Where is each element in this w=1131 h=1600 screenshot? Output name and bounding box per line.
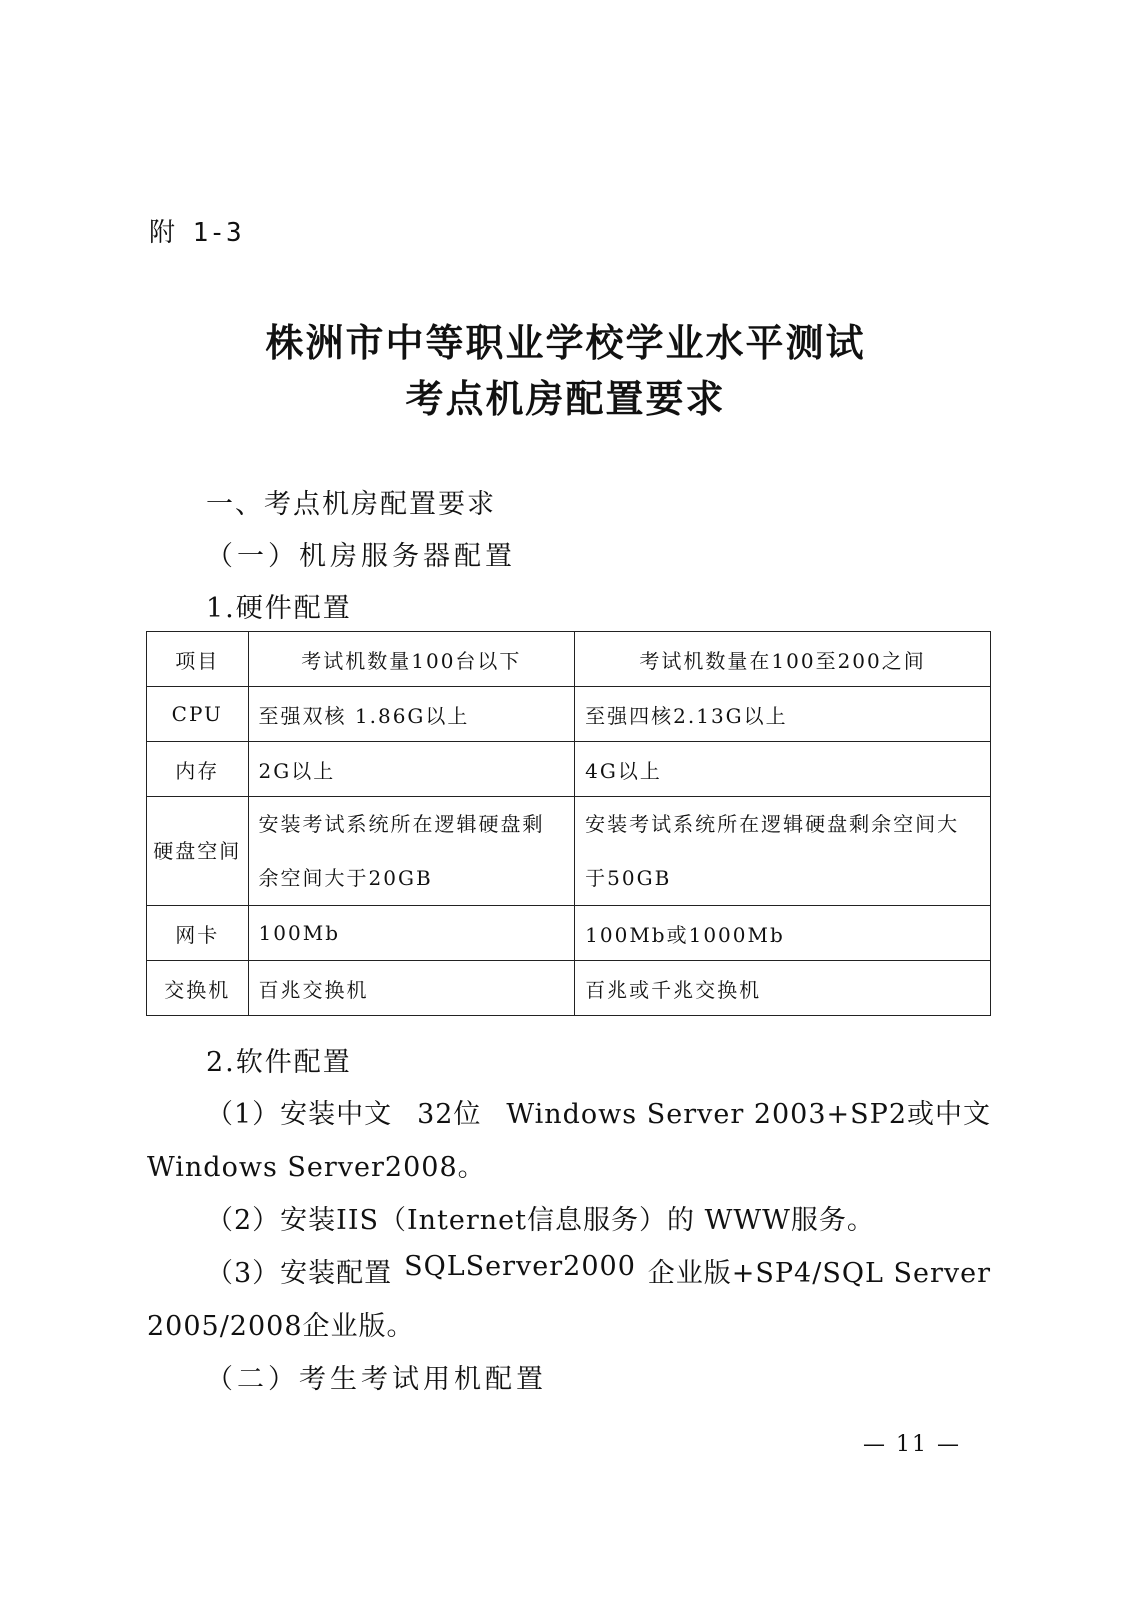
row-item: 交换机 <box>147 961 249 1016</box>
table-row <box>147 906 991 961</box>
software-item-1-line1 <box>206 1092 991 1131</box>
software-item-3-line1 <box>206 1251 991 1290</box>
software-item-1-part: 32位 <box>417 1099 482 1130</box>
software-item-2: （2）安装IIS（Internet信息服务）的 WWW服务。 <box>206 1205 875 1236</box>
table-header-row <box>147 632 991 687</box>
software-item-1-part: （1）安装中文 <box>206 1099 393 1130</box>
row-under100: 100Mb <box>248 906 575 961</box>
header-under100: 考试机数量100台以下 <box>248 632 575 687</box>
header-between: 考试机数量在100至200之间 <box>575 632 991 687</box>
hardware-heading: 1.硬件配置 <box>206 593 352 624</box>
row-under100: 安装考试系统所在逻辑硬盘剩余空间大于20GB <box>248 797 575 906</box>
document-title-line2: 考点机房配置要求 <box>405 377 726 421</box>
software-item-3-line2: 2005/2008企业版。 <box>147 1311 415 1342</box>
row-item: 内存 <box>147 742 249 797</box>
appendix-label: 附 1-3 <box>149 218 243 248</box>
row-between: 100Mb或1000Mb <box>575 906 991 961</box>
table-row <box>147 742 991 797</box>
row-between: 4G以上 <box>575 742 991 797</box>
software-item-1-part: Windows Server 2003+SP2或中文 <box>506 1099 991 1130</box>
row-under100: 2G以上 <box>248 742 575 797</box>
row-between: 安装考试系统所在逻辑硬盘剩余空间大于50GB <box>575 797 991 906</box>
table-row <box>147 961 991 1016</box>
row-between: 至强四核2.13G以上 <box>575 687 991 742</box>
row-item: CPU <box>147 687 249 742</box>
software-item-3-part: 企业版+SP4/SQL Server <box>647 1258 991 1289</box>
table-row <box>147 797 991 906</box>
row-item: 硬盘空间 <box>147 797 249 906</box>
row-between: 百兆或千兆交换机 <box>575 961 991 1016</box>
software-heading: 2.软件配置 <box>206 1047 352 1078</box>
subsection-heading-2: （二）考生考试用机配置 <box>206 1364 547 1395</box>
header-item: 项目 <box>147 632 249 687</box>
software-item-1-line2: Windows Server2008。 <box>147 1152 486 1183</box>
subsection-heading-1: （一）机房服务器配置 <box>206 541 516 572</box>
section-heading-1: 一、考点机房配置要求 <box>206 489 496 520</box>
software-item-3-part: （3）安装配置 <box>206 1258 393 1289</box>
document-title-line1: 株洲市中等职业学校学业水平测试 <box>265 321 866 365</box>
software-item-3-part: SQLServer2000 <box>404 1251 636 1282</box>
row-under100: 至强双核 1.86G以上 <box>248 687 575 742</box>
table-row <box>147 687 991 742</box>
row-item: 网卡 <box>147 906 249 961</box>
row-under100: 百兆交换机 <box>248 961 575 1016</box>
page-number: — 11 — <box>863 1432 961 1457</box>
hardware-config-table <box>146 631 991 1016</box>
